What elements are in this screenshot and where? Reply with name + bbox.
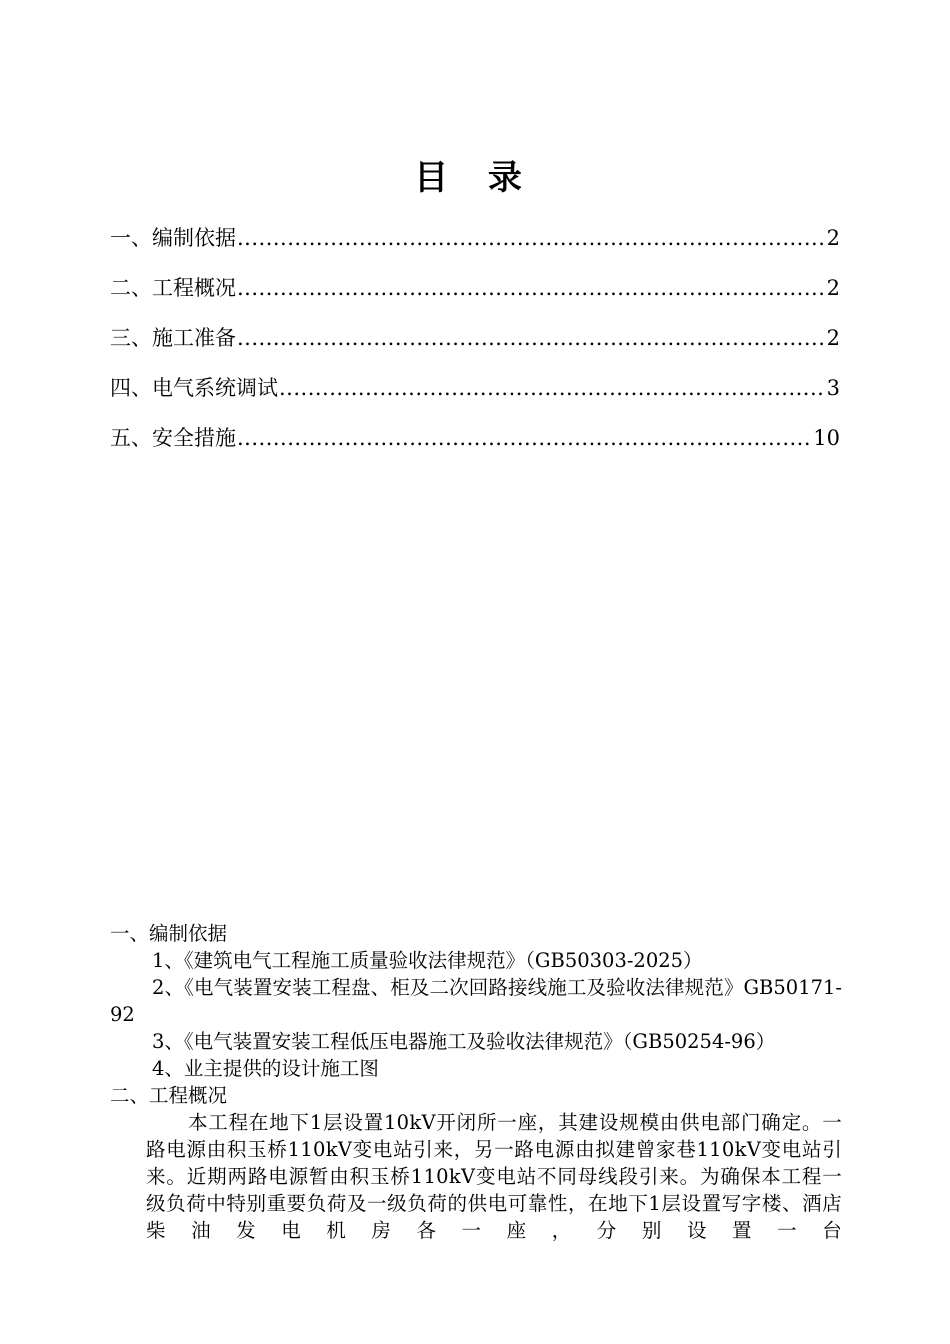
document-body <box>110 920 842 1244</box>
toc-entry[interactable] <box>110 256 840 306</box>
section-heading: 二、工程概况 <box>110 1084 228 1107</box>
toc-entry-page: 2 <box>826 276 840 300</box>
reference-item: 2、《电气装置安装工程盘、柜及二次回路接线施工及验收法律规范》GB50171-92 <box>110 976 842 1026</box>
toc-entry-page: 2 <box>826 226 840 250</box>
toc-entry-page: 3 <box>826 376 840 400</box>
toc-entry-label: 三、施工准备 <box>110 326 236 350</box>
toc-dot-leader <box>237 270 826 306</box>
section-heading: 一、编制依据 <box>110 922 228 945</box>
toc-entry-label: 五、安全措施 <box>110 426 236 450</box>
toc-dot-leader <box>237 420 812 456</box>
toc-entry-label: 二、工程概况 <box>110 276 236 300</box>
reference-item: 4、业主提供的设计施工图 <box>152 1057 379 1080</box>
toc-entry[interactable] <box>110 206 840 256</box>
toc-entry-page: 10 <box>813 426 840 450</box>
toc-dot-leader <box>237 220 826 256</box>
toc-entry[interactable] <box>110 406 840 456</box>
toc-entry[interactable] <box>110 356 840 406</box>
reference-item: 1、《建筑电气工程施工质量验收法律规范》（GB50303-2025） <box>152 949 703 972</box>
toc-title: 目 录 <box>414 158 536 198</box>
toc-entry-label: 四、电气系统调试 <box>110 376 278 400</box>
overview-paragraph: 本工程在地下1层设置10kV开闭所一座，其建设规模由供电部门确定。一路电源由积玉桥110kV变电站引来，另一路电源由拟建曾家巷110kV变电站引来。近期两路电源暂由积玉桥110kV变电站不同母线段引来。为确保本工程一级负荷中特别重要负荷及一级负荷的供电可靠性，在地下1层设置写字楼、酒店柴油发电机房各一座，分别设置一台 <box>146 1111 842 1242</box>
toc-entry-label: 一、编制依据 <box>110 226 236 250</box>
table-of-contents <box>110 206 840 456</box>
reference-item: 3、《电气装置安装工程低压电器施工及验收法律规范》（GB50254-96） <box>152 1030 776 1053</box>
toc-dot-leader <box>237 320 826 356</box>
toc-entry[interactable] <box>110 306 840 356</box>
toc-dot-leader <box>279 370 826 406</box>
toc-entry-page: 2 <box>826 326 840 350</box>
